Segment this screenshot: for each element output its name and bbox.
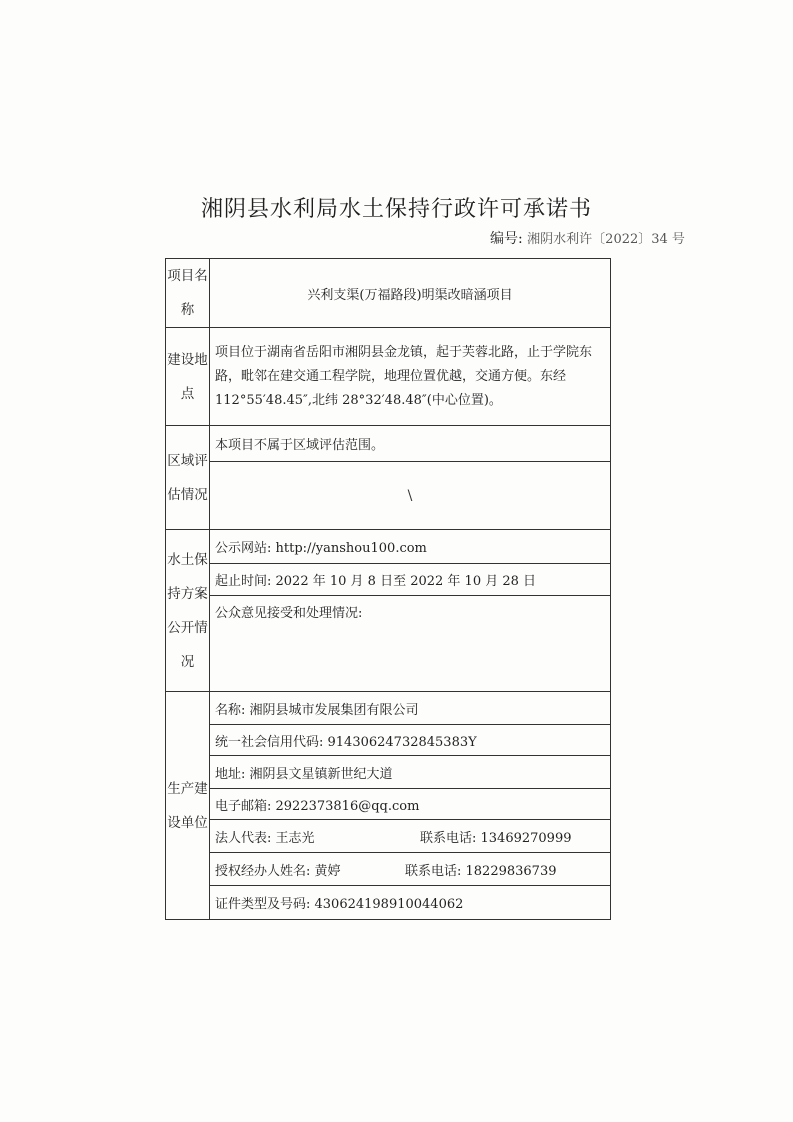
- producer-label: 生产建设单位: [166, 692, 210, 920]
- producer-address: 地址: 湘阴县文星镇新世纪大道: [210, 756, 611, 789]
- project-name-label: 项目名称: [166, 259, 210, 328]
- producer-id: 证件类型及号码: 430624198910044062: [210, 886, 611, 920]
- producer-legal-phone: 联系电话: 13469270999: [420, 830, 572, 846]
- producer-agent-cell: [210, 853, 611, 886]
- producer-agent: 授权经办人姓名: 黄婷: [215, 863, 341, 879]
- row-producer-email: [166, 789, 611, 820]
- regional-assessment-label: 区域评估情况: [166, 426, 210, 530]
- publicity-period: 起止时间: 2022 年 10 月 8 日至 2022 年 10 月 28 日: [210, 564, 611, 596]
- project-name-value: 兴利支渠(万福路段)明渠改暗涵项目: [210, 259, 611, 328]
- publicity-feedback: 公众意见接受和处理情况:: [210, 596, 611, 692]
- producer-legal-rep: 法人代表: 王志光: [215, 830, 315, 846]
- row-publicity-website: [166, 530, 611, 564]
- row-location: [166, 328, 611, 426]
- document-number-label: 编号:: [490, 231, 523, 247]
- row-publicity-period: [166, 564, 611, 596]
- row-regional-assessment-b: [166, 462, 611, 530]
- row-project-name: [166, 259, 611, 328]
- document-number-value: 湘阴水利许〔2022〕34 号: [527, 232, 685, 247]
- row-publicity-feedback: [166, 596, 611, 692]
- row-producer-name: [166, 692, 611, 725]
- producer-email: 电子邮箱: 2922373816@qq.com: [210, 789, 611, 820]
- producer-credit-code: 统一社会信用代码: 91430624732845383Y: [210, 725, 611, 756]
- row-producer-address: [166, 756, 611, 789]
- document-number: [490, 228, 685, 248]
- commitment-form-table: [165, 258, 611, 920]
- location-text: 项目位于湖南省岳阳市湘阴县金龙镇，起于芙蓉北路，止于学院东路，毗邻在建交通工程学院，地理位置优越，交通方便。东经 112°55′48.45″,北纬 28°32′48.48″(中心位置)。: [210, 328, 611, 426]
- location-label: 建设地点: [166, 328, 210, 426]
- producer-agent-phone: 联系电话: 18229836739: [405, 863, 557, 879]
- publicity-website: 公示网站: http://yanshou100.com: [210, 530, 611, 564]
- row-regional-assessment-a: [166, 426, 611, 462]
- row-producer-agent: [166, 853, 611, 886]
- publicity-label: 水土保持方案公开情况: [166, 530, 210, 692]
- row-producer-credit-code: [166, 725, 611, 756]
- regional-assessment-mark: \: [210, 462, 611, 530]
- row-producer-legal-rep: [166, 820, 611, 853]
- document-title: 湘阴县水利局水土保持行政许可承诺书: [200, 197, 592, 222]
- producer-legal-rep-cell: [210, 820, 611, 853]
- producer-name: 名称: 湘阴县城市发展集团有限公司: [210, 692, 611, 725]
- row-producer-id: [166, 886, 611, 920]
- regional-assessment-text: 本项目不属于区域评估范围。: [210, 426, 611, 462]
